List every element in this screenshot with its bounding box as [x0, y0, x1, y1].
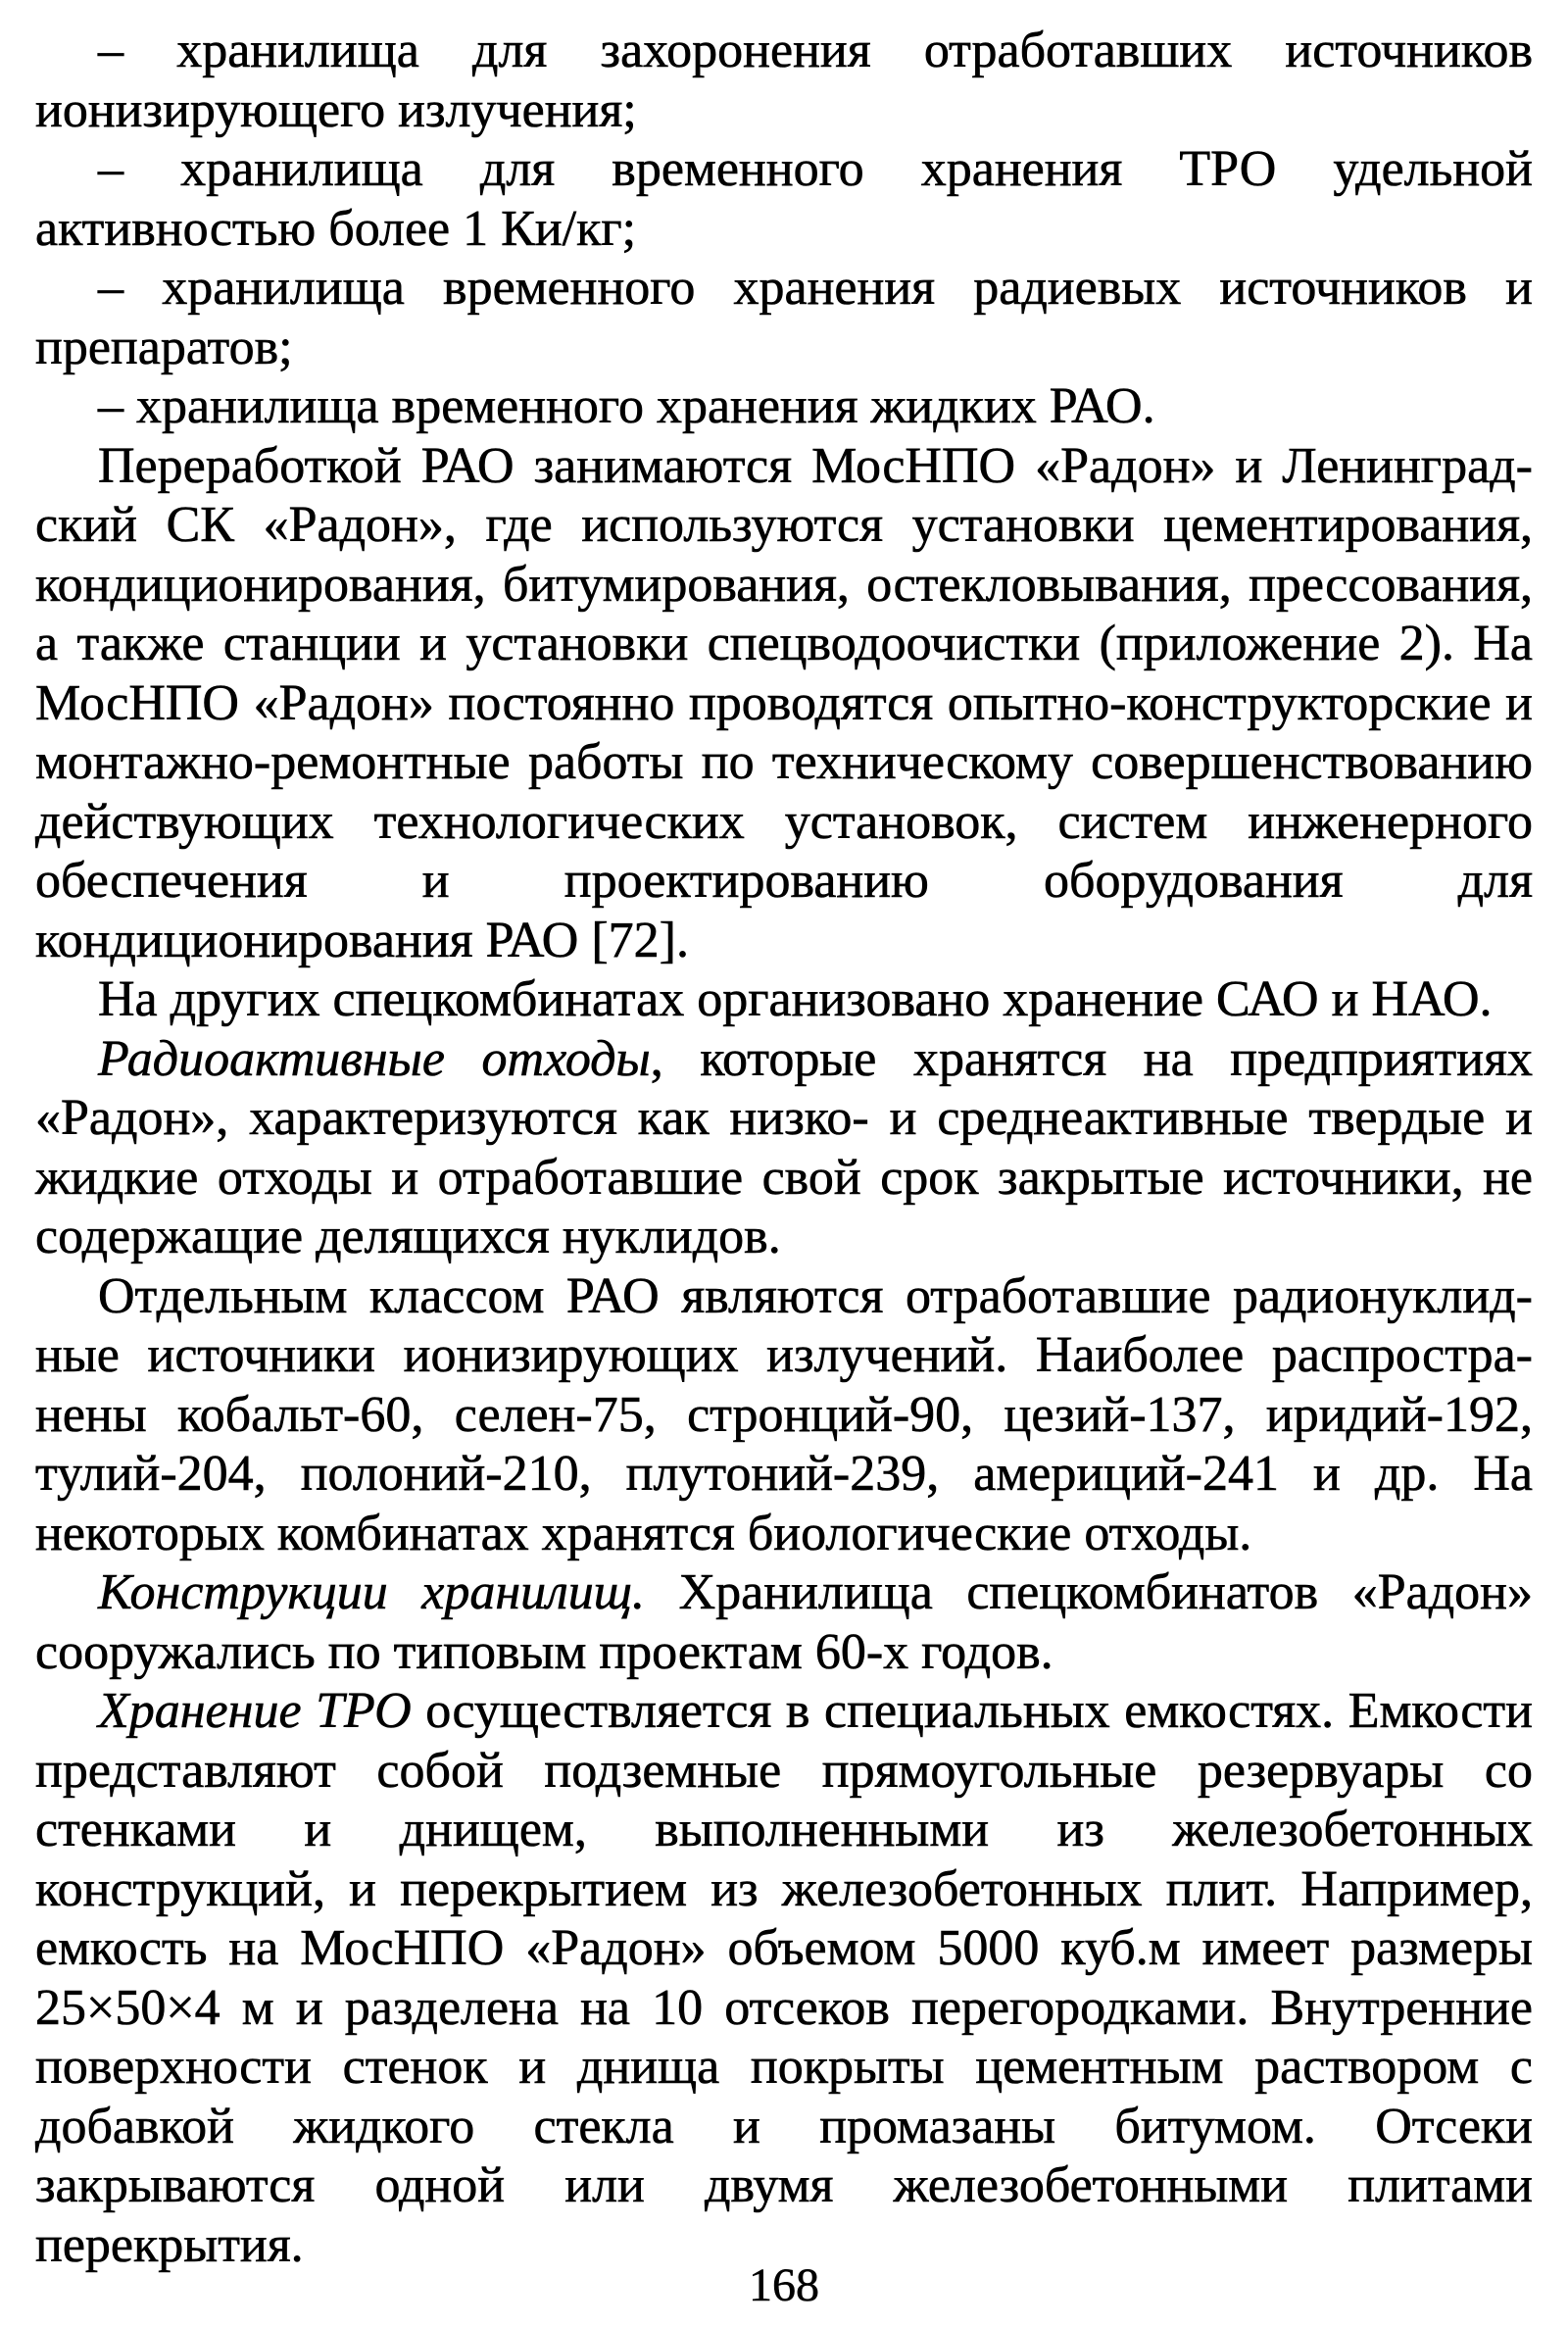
- paragraph: [35, 377, 1533, 437]
- paragraph: [35, 437, 1533, 971]
- document-page: [35, 22, 1533, 2275]
- text-run: осуществляется в специальных емкостях. Емкости представляют собой подземные прямоугольные резервуары со стенками и днищем, выполненными из железобетонных конструкций, и перекрытием из железобетонных плит. Например, емкость на МосНПО «Радон» объемом 5000 куб.м имеет размеры 25×50×4 м и разделена на 10 отсеков перегородками. Внутренние поверхности стенок и днища покрыты цементным раствором с добавкой жидкого стекла и промазаны битумом. Отсеки закрываются одной или двумя железобетонными плитами перекрытия.: [35, 1683, 1533, 2273]
- paragraph: [35, 1682, 1533, 2275]
- text-run: Переработкой РАО занимаются МосНПО «Радон» и Ленинградский СК «Радон», где используются установки цементирования, кондиционирования, битумирования, остекловывания, прессования, а также станции и установки спецводоочистки (приложение 2). На МосНПО «Радон» постоянно проводятся опытно-конструкторские и монтажно-ремонтные работы по техническому совершенствованию действующих технологических установок, систем инженерного обеспечения и проектированию оборудования для кондиционирования РАО [72].: [35, 437, 1533, 968]
- italic-term: Конструкции хранилищ.: [98, 1564, 646, 1620]
- paragraph: [35, 140, 1533, 259]
- text-run: На других спецкомбинатах организовано хранение САО и НАО.: [98, 971, 1493, 1027]
- paragraph: [35, 970, 1533, 1030]
- paragraph: [35, 1563, 1533, 1682]
- paragraph: [35, 259, 1533, 377]
- text-run: Отдельным классом РАО являются отработавшие радионуклидные источники ионизирующих излучений. Наиболее распространены кобальт-60, селен-75, стронций-90, цезий-137, иридий-192, тулий-204, полоний-210, плутоний-239, америций-241 и др. На некоторых комбинатах хранятся биологические отходы.: [35, 1267, 1533, 1561]
- paragraph: [35, 22, 1533, 140]
- paragraph: [35, 1030, 1533, 1267]
- text-run: – хранилища временного хранения радиевых источников и препаратов;: [35, 260, 1533, 375]
- text-run: – хранилища для временного хранения ТРО удельной активностью более 1 Ки/кг;: [35, 141, 1533, 257]
- italic-term: Хранение ТРО: [98, 1683, 412, 1739]
- italic-term: Радиоактивные отходы: [98, 1030, 651, 1087]
- text-run: – хранилища для захоронения отработавших источников ионизирующего излучения;: [35, 23, 1533, 138]
- text-run: , которые хранятся на предприятиях «Радон», характеризуются как низко- и среднеактивные твердые и жидкие отходы и отработавшие свой срок закрытые источники, не содержащие делящихся нуклидов.: [35, 1030, 1533, 1264]
- text-run: – хранилища временного хранения жидких РАО.: [98, 378, 1155, 434]
- page-number: 168: [749, 2259, 819, 2311]
- text-run: Хранилища спецкомбинатов «Радон» сооружались по типовым проектам 60-х годов.: [35, 1564, 1533, 1680]
- paragraph: [35, 1267, 1533, 1564]
